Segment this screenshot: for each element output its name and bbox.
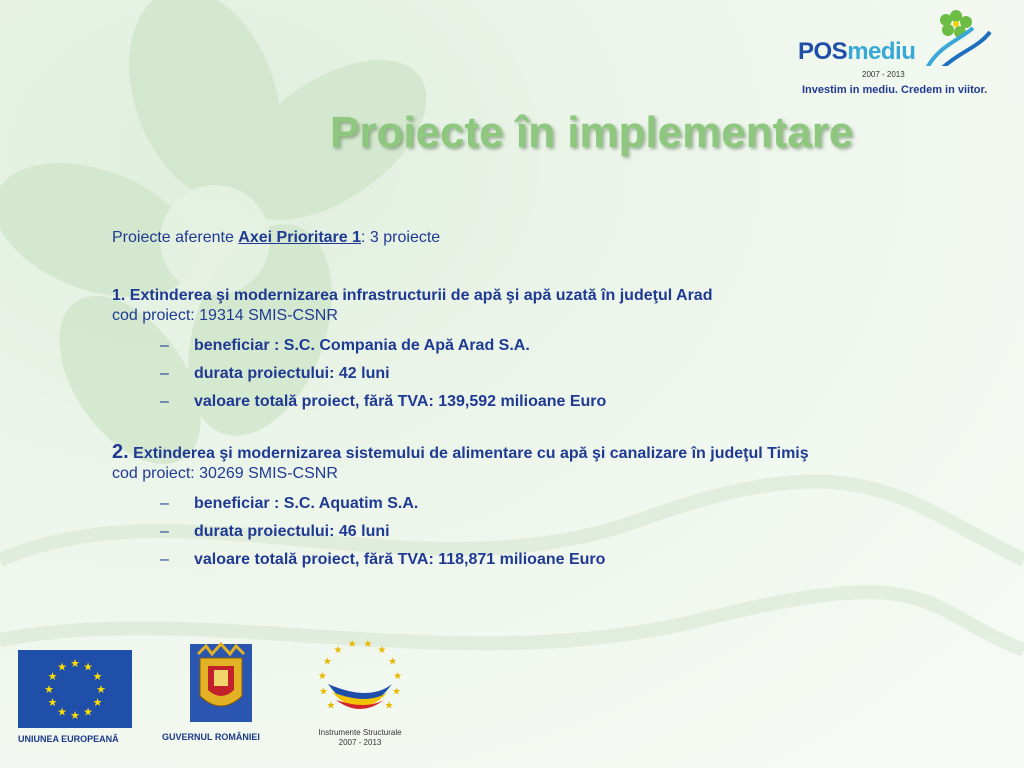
star-icon: ★ xyxy=(70,657,80,670)
detail-item xyxy=(160,332,992,360)
project-1-beneficiary: beneficiar : S.C. Compania de Apă Arad S.A. xyxy=(194,337,530,354)
star-icon: ★ xyxy=(377,645,387,656)
star-icon: ★ xyxy=(92,696,103,709)
star-icon: ★ xyxy=(319,686,328,698)
axis-link[interactable]: Axei Prioritare 1 xyxy=(238,229,362,246)
project-2-value: valoare totală proiect, fără TVA: 118,871 milioane Euro xyxy=(194,551,606,568)
structural-instruments-icon xyxy=(310,636,410,728)
detail-item xyxy=(160,388,992,416)
dash-icon: – xyxy=(160,495,169,512)
gov-logo xyxy=(162,640,282,742)
project-2-title: Extinderea şi modernizarea sistemului de alimentare cu apă şi canalizare în judeţul Timiş xyxy=(133,445,809,462)
posmediu-years: 2007 - 2013 xyxy=(862,70,905,79)
detail-item xyxy=(160,518,992,546)
star-icon: ★ xyxy=(57,660,67,674)
project-1-duration: durata proiectului: 42 luni xyxy=(194,365,390,382)
eu-caption: UNIUNEA EUROPEANĂ xyxy=(18,734,119,744)
detail-item xyxy=(160,360,992,388)
project-1-value: valoare totală proiect, fără TVA: 139,592 milioane Euro xyxy=(194,393,607,410)
star-icon: ★ xyxy=(363,638,373,650)
star-icon: ★ xyxy=(44,683,54,696)
project-2-code: cod proiect: 30269 SMIS-CSNR xyxy=(112,465,338,482)
project-2-duration: durata proiectului: 46 luni xyxy=(194,523,390,540)
star-icon: ★ xyxy=(333,645,343,656)
dash-icon: – xyxy=(160,393,169,410)
dash-icon: – xyxy=(160,551,169,568)
intro-suffix: : 3 proiecte xyxy=(361,229,441,246)
si-caption-line2: 2007 - 2013 xyxy=(338,738,382,747)
si-caption-line1: Instrumente Structurale xyxy=(318,728,402,737)
star-icon: ★ xyxy=(96,683,106,696)
star-icon: ★ xyxy=(388,656,398,668)
posmediu-slogan: Investim in mediu. Credem in viitor. xyxy=(802,84,988,96)
star-icon: ★ xyxy=(347,638,357,650)
posmediu-logo xyxy=(798,6,998,96)
slide-content xyxy=(112,228,992,574)
project-1-code: cod proiect: 19314 SMIS-CSNR xyxy=(112,307,338,324)
romanian-coat-of-arms-icon xyxy=(162,640,282,728)
slide-title: Proiecte în implementare xyxy=(330,108,854,157)
star-icon: ★ xyxy=(92,670,103,683)
project-2-number: 2. xyxy=(112,441,129,463)
project-1-details xyxy=(112,332,992,416)
intro-prefix: Proiecte aferente xyxy=(112,229,239,246)
star-icon: ★ xyxy=(317,671,327,683)
star-icon: ★ xyxy=(83,660,93,674)
detail-item xyxy=(160,546,992,574)
project-2-beneficiary: beneficiar : S.C. Aquatim S.A. xyxy=(194,495,419,512)
dash-icon: – xyxy=(160,365,169,382)
star-icon: ★ xyxy=(326,700,336,712)
star-icon: ★ xyxy=(393,671,403,683)
posmediu-wordmark xyxy=(798,38,915,66)
eu-flag-icon xyxy=(18,650,132,728)
gov-caption: GUVERNUL ROMÂNIEI xyxy=(162,732,260,742)
intro-line xyxy=(112,228,992,248)
star-icon: ★ xyxy=(322,656,332,668)
star-icon: ★ xyxy=(47,696,58,709)
star-icon: ★ xyxy=(392,686,401,698)
star-icon: ★ xyxy=(83,705,93,719)
posmediu-name-a: POS xyxy=(798,38,848,65)
star-icon: ★ xyxy=(57,705,67,719)
project-1-title: Extinderea şi modernizarea infrastructurii de apă şi apă uzată în judeţul Arad xyxy=(129,287,713,304)
dash-icon: – xyxy=(160,337,169,354)
structural-instruments-logo xyxy=(310,636,410,747)
project-1-number: 1. xyxy=(112,287,126,304)
structural-instruments-caption xyxy=(310,728,410,748)
project-1 xyxy=(112,286,992,416)
dash-icon: – xyxy=(160,523,169,540)
star-icon: ★ xyxy=(384,700,394,712)
project-2 xyxy=(112,442,992,574)
star-icon: ★ xyxy=(70,709,80,722)
project-2-details xyxy=(112,490,992,574)
posmediu-name-b: mediu xyxy=(847,38,916,65)
detail-item xyxy=(160,490,992,518)
star-icon: ★ xyxy=(47,670,58,683)
eu-logo xyxy=(18,650,132,744)
